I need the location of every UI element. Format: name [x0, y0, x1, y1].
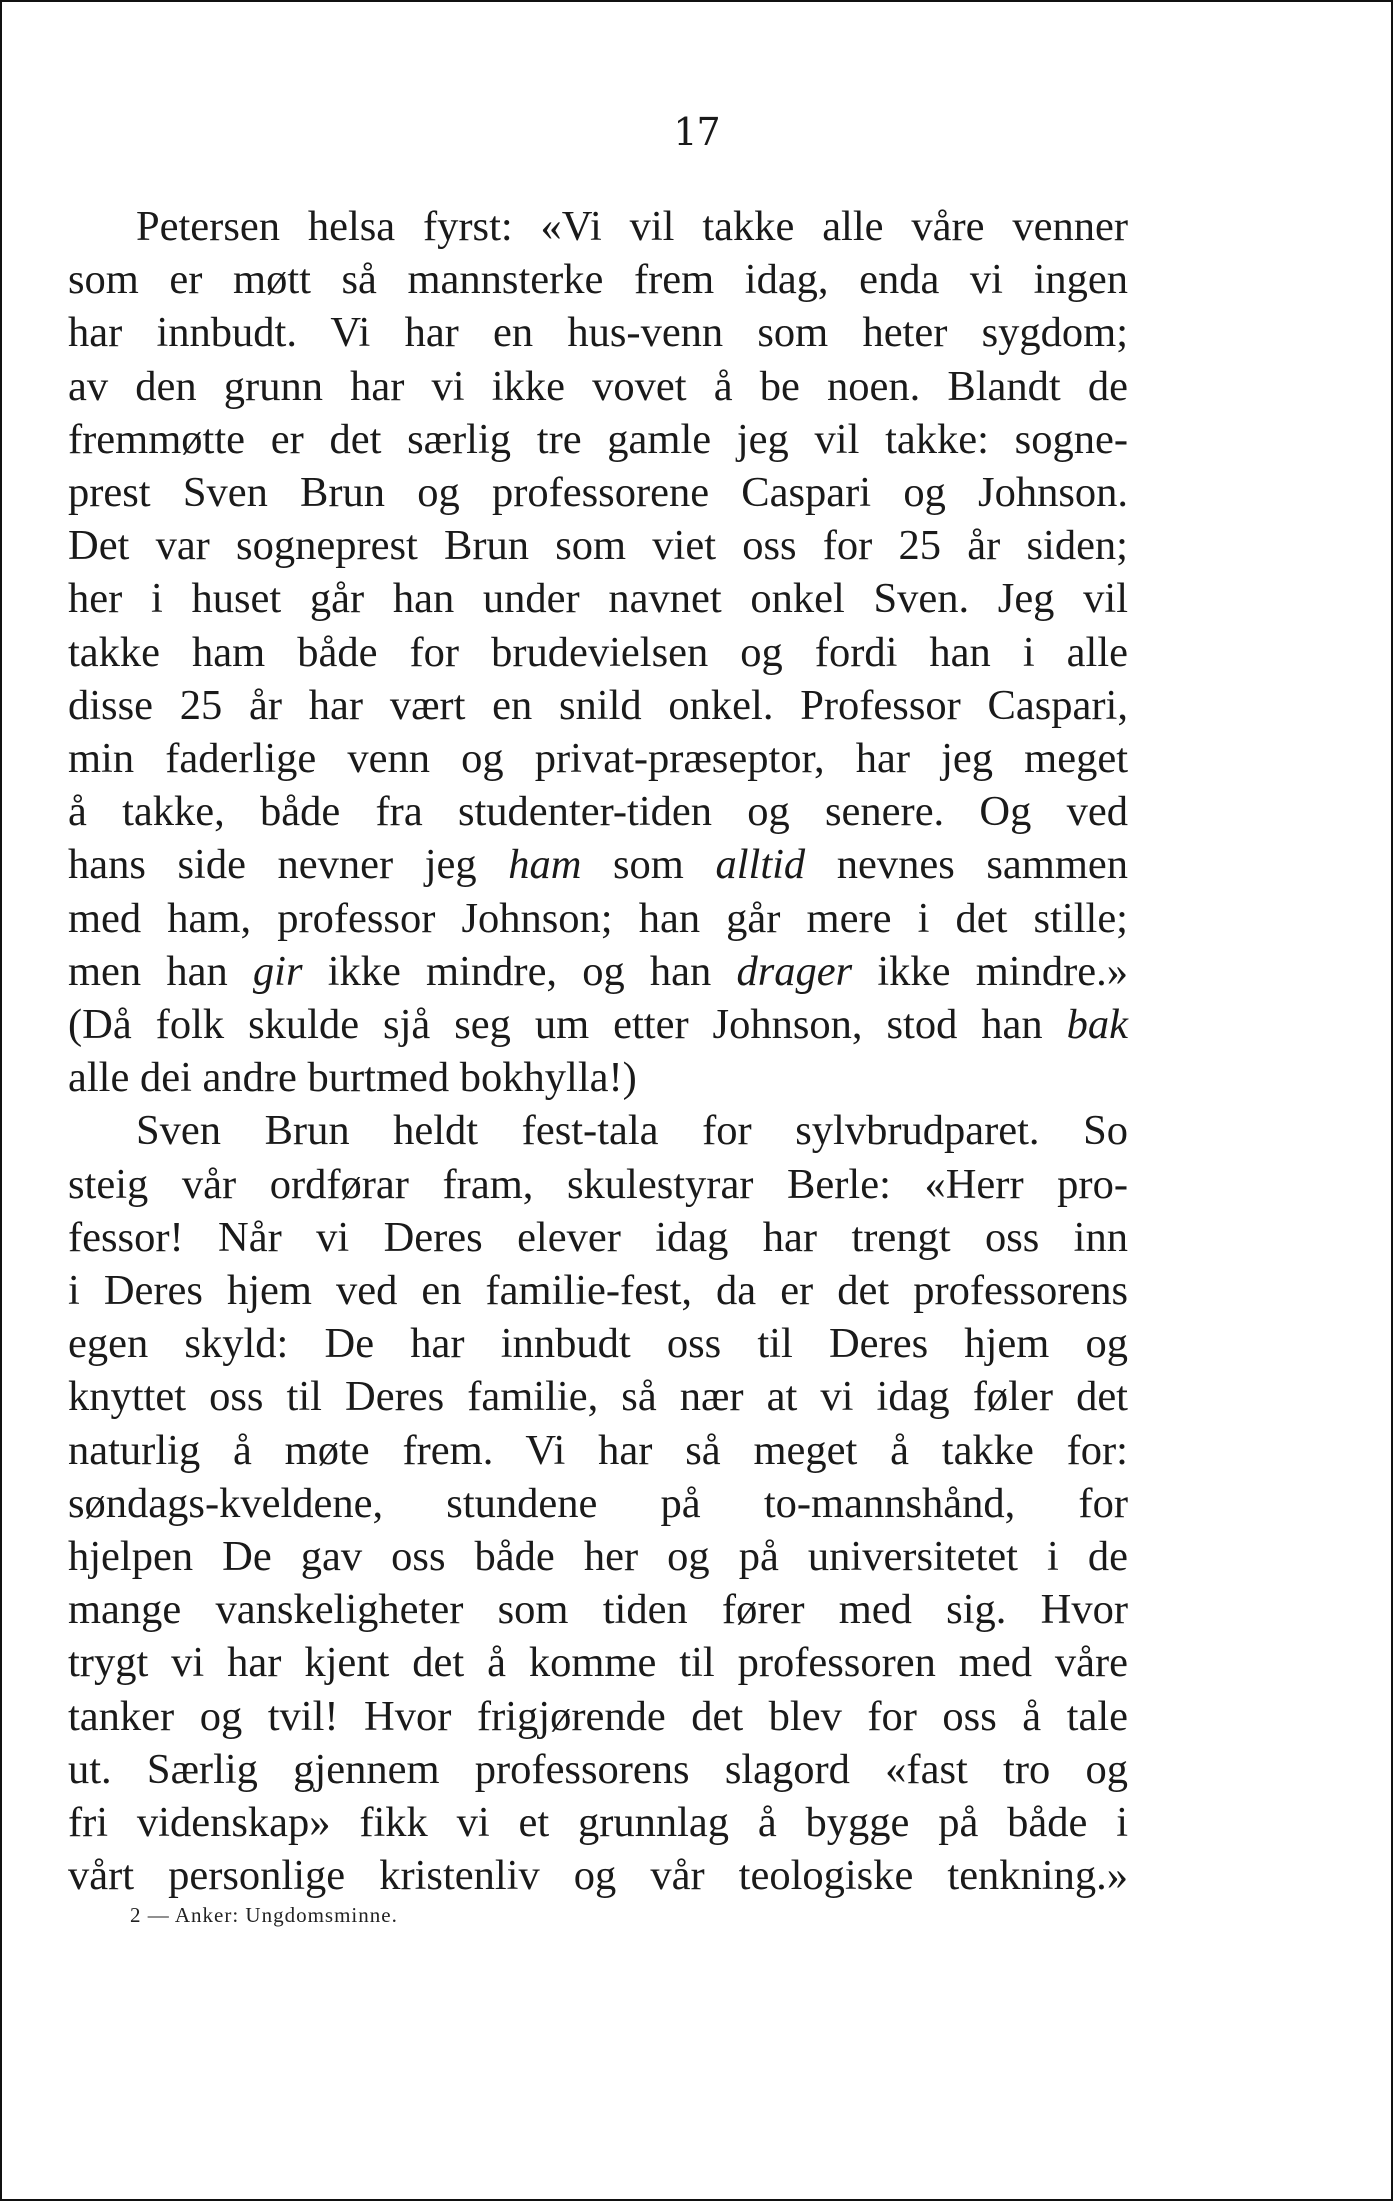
- text-run: egen skyld: De har innbudt oss til Deres hjem og: [68, 1320, 1128, 1368]
- text-run: ikke mindre.»: [852, 947, 1128, 995]
- text-run: i Deres hjem ved en familie-fest, da er det professorens: [68, 1267, 1128, 1315]
- text-run: fessor! Når vi Deres elever idag har trengt oss inn: [68, 1213, 1128, 1261]
- text-line: [68, 1583, 1128, 1636]
- text-run: Sven Brun heldt fest-tala for sylvbrudparet. So: [136, 1107, 1128, 1155]
- text-line: [68, 519, 1128, 572]
- body-text: [68, 200, 1128, 1903]
- text-run: men han: [68, 947, 253, 995]
- text-run: som: [581, 841, 716, 889]
- text-line: [68, 200, 1128, 253]
- text-run: nevnes sammen: [805, 841, 1128, 889]
- emphasis-text: bak: [1066, 1001, 1128, 1049]
- text-run: med ham, professor Johnson; han går mere i det stille;: [68, 894, 1128, 942]
- text-line: [68, 466, 1128, 519]
- text-line: [68, 1849, 1128, 1902]
- text-line: [68, 998, 1128, 1051]
- text-run: vårt personlige kristenliv og vår teologiske tenkning.»: [68, 1852, 1128, 1900]
- text-run: søndags-kveldene, stundene på to-mannshånd, for: [68, 1479, 1128, 1527]
- text-run: fremmøtte er det særlig tre gamle jeg vil takke: sogne-: [68, 415, 1128, 463]
- text-line: [68, 1264, 1128, 1317]
- text-line: [68, 360, 1128, 413]
- footer-signature: 2 — Anker: Ungdomsminne.: [130, 1903, 398, 1927]
- text-line: [68, 732, 1128, 785]
- text-run: takke ham både for brudevielsen og fordi han i alle: [68, 628, 1128, 676]
- text-line: [68, 1158, 1128, 1211]
- text-run: disse 25 år har vært en snild onkel. Professor Caspari,: [68, 681, 1128, 729]
- text-line: [68, 626, 1128, 679]
- text-run: her i huset går han under navnet onkel Sven. Jeg vil: [68, 575, 1128, 623]
- text-run: ut. Særlig gjennem professorens slagord «fast tro og: [68, 1745, 1128, 1793]
- text-line: [68, 838, 1128, 891]
- emphasis-text: ham: [508, 841, 582, 889]
- text-line: [68, 413, 1128, 466]
- text-run: hjelpen De gav oss både her og på universitetet i de: [68, 1533, 1128, 1581]
- text-run: alle dei andre burtmed bokhylla!): [68, 1054, 637, 1102]
- text-line: [68, 1477, 1128, 1530]
- text-run: trygt vi har kjent det å komme til professoren med våre: [68, 1639, 1128, 1687]
- text-run: steig vår ordførar fram, skulestyrar Berle: «Herr pro-: [68, 1160, 1128, 1208]
- text-line: [68, 253, 1128, 306]
- text-run: som er møtt så mannsterke frem idag, enda vi ingen: [68, 256, 1128, 304]
- text-line: [68, 1636, 1128, 1689]
- text-run: min faderlige venn og privat-præseptor, har jeg meget: [68, 735, 1128, 783]
- text-run: (Då folk skulde sjå seg um etter Johnson, stod han: [68, 1001, 1067, 1049]
- text-run: mange vanskeligheter som tiden fører med sig. Hvor: [68, 1586, 1128, 1634]
- text-run: har innbudt. Vi har en hus-venn som heter sygdom;: [68, 309, 1128, 357]
- text-line: [68, 679, 1128, 732]
- text-run: prest Sven Brun og professorene Caspari og Johnson.: [68, 469, 1128, 517]
- text-line: [68, 1317, 1128, 1370]
- text-line: [68, 1424, 1128, 1477]
- text-run: av den grunn har vi ikke vovet å be noen. Blandt de: [68, 362, 1128, 410]
- text-line: [68, 1370, 1128, 1423]
- text-line: [68, 785, 1128, 838]
- text-run: knyttet oss til Deres familie, så nær at vi idag føler det: [68, 1373, 1128, 1421]
- page-number: 17: [673, 110, 720, 154]
- text-run: å takke, både fra studenter-tiden og senere. Og ved: [68, 788, 1128, 836]
- text-line: [68, 1051, 1128, 1104]
- text-line: [68, 1796, 1128, 1849]
- text-run: ikke mindre, og han: [302, 947, 737, 995]
- text-run: naturlig å møte frem. Vi har så meget å takke for:: [68, 1426, 1128, 1474]
- text-line: [68, 572, 1128, 625]
- text-run: Det var sogneprest Brun som viet oss for 25 år siden;: [68, 522, 1128, 570]
- emphasis-text: drager: [736, 947, 853, 995]
- text-line: [68, 1743, 1128, 1796]
- text-line: [68, 892, 1128, 945]
- text-line: [68, 306, 1128, 359]
- text-line: [68, 1104, 1128, 1157]
- text-line: [68, 1211, 1128, 1264]
- text-run: tanker og tvil! Hvor frigjørende det blev for oss å tale: [68, 1692, 1128, 1740]
- text-run: fri videnskap» fikk vi et grunnlag å bygge på både i: [68, 1799, 1128, 1847]
- emphasis-text: gir: [252, 947, 303, 995]
- text-run: hans side nevner jeg: [68, 841, 509, 889]
- text-line: [68, 1690, 1128, 1743]
- text-run: Petersen helsa fyrst: «Vi vil takke alle våre venner: [136, 203, 1128, 250]
- text-line: [68, 1530, 1128, 1583]
- text-line: [68, 945, 1128, 998]
- emphasis-text: alltid: [715, 841, 806, 889]
